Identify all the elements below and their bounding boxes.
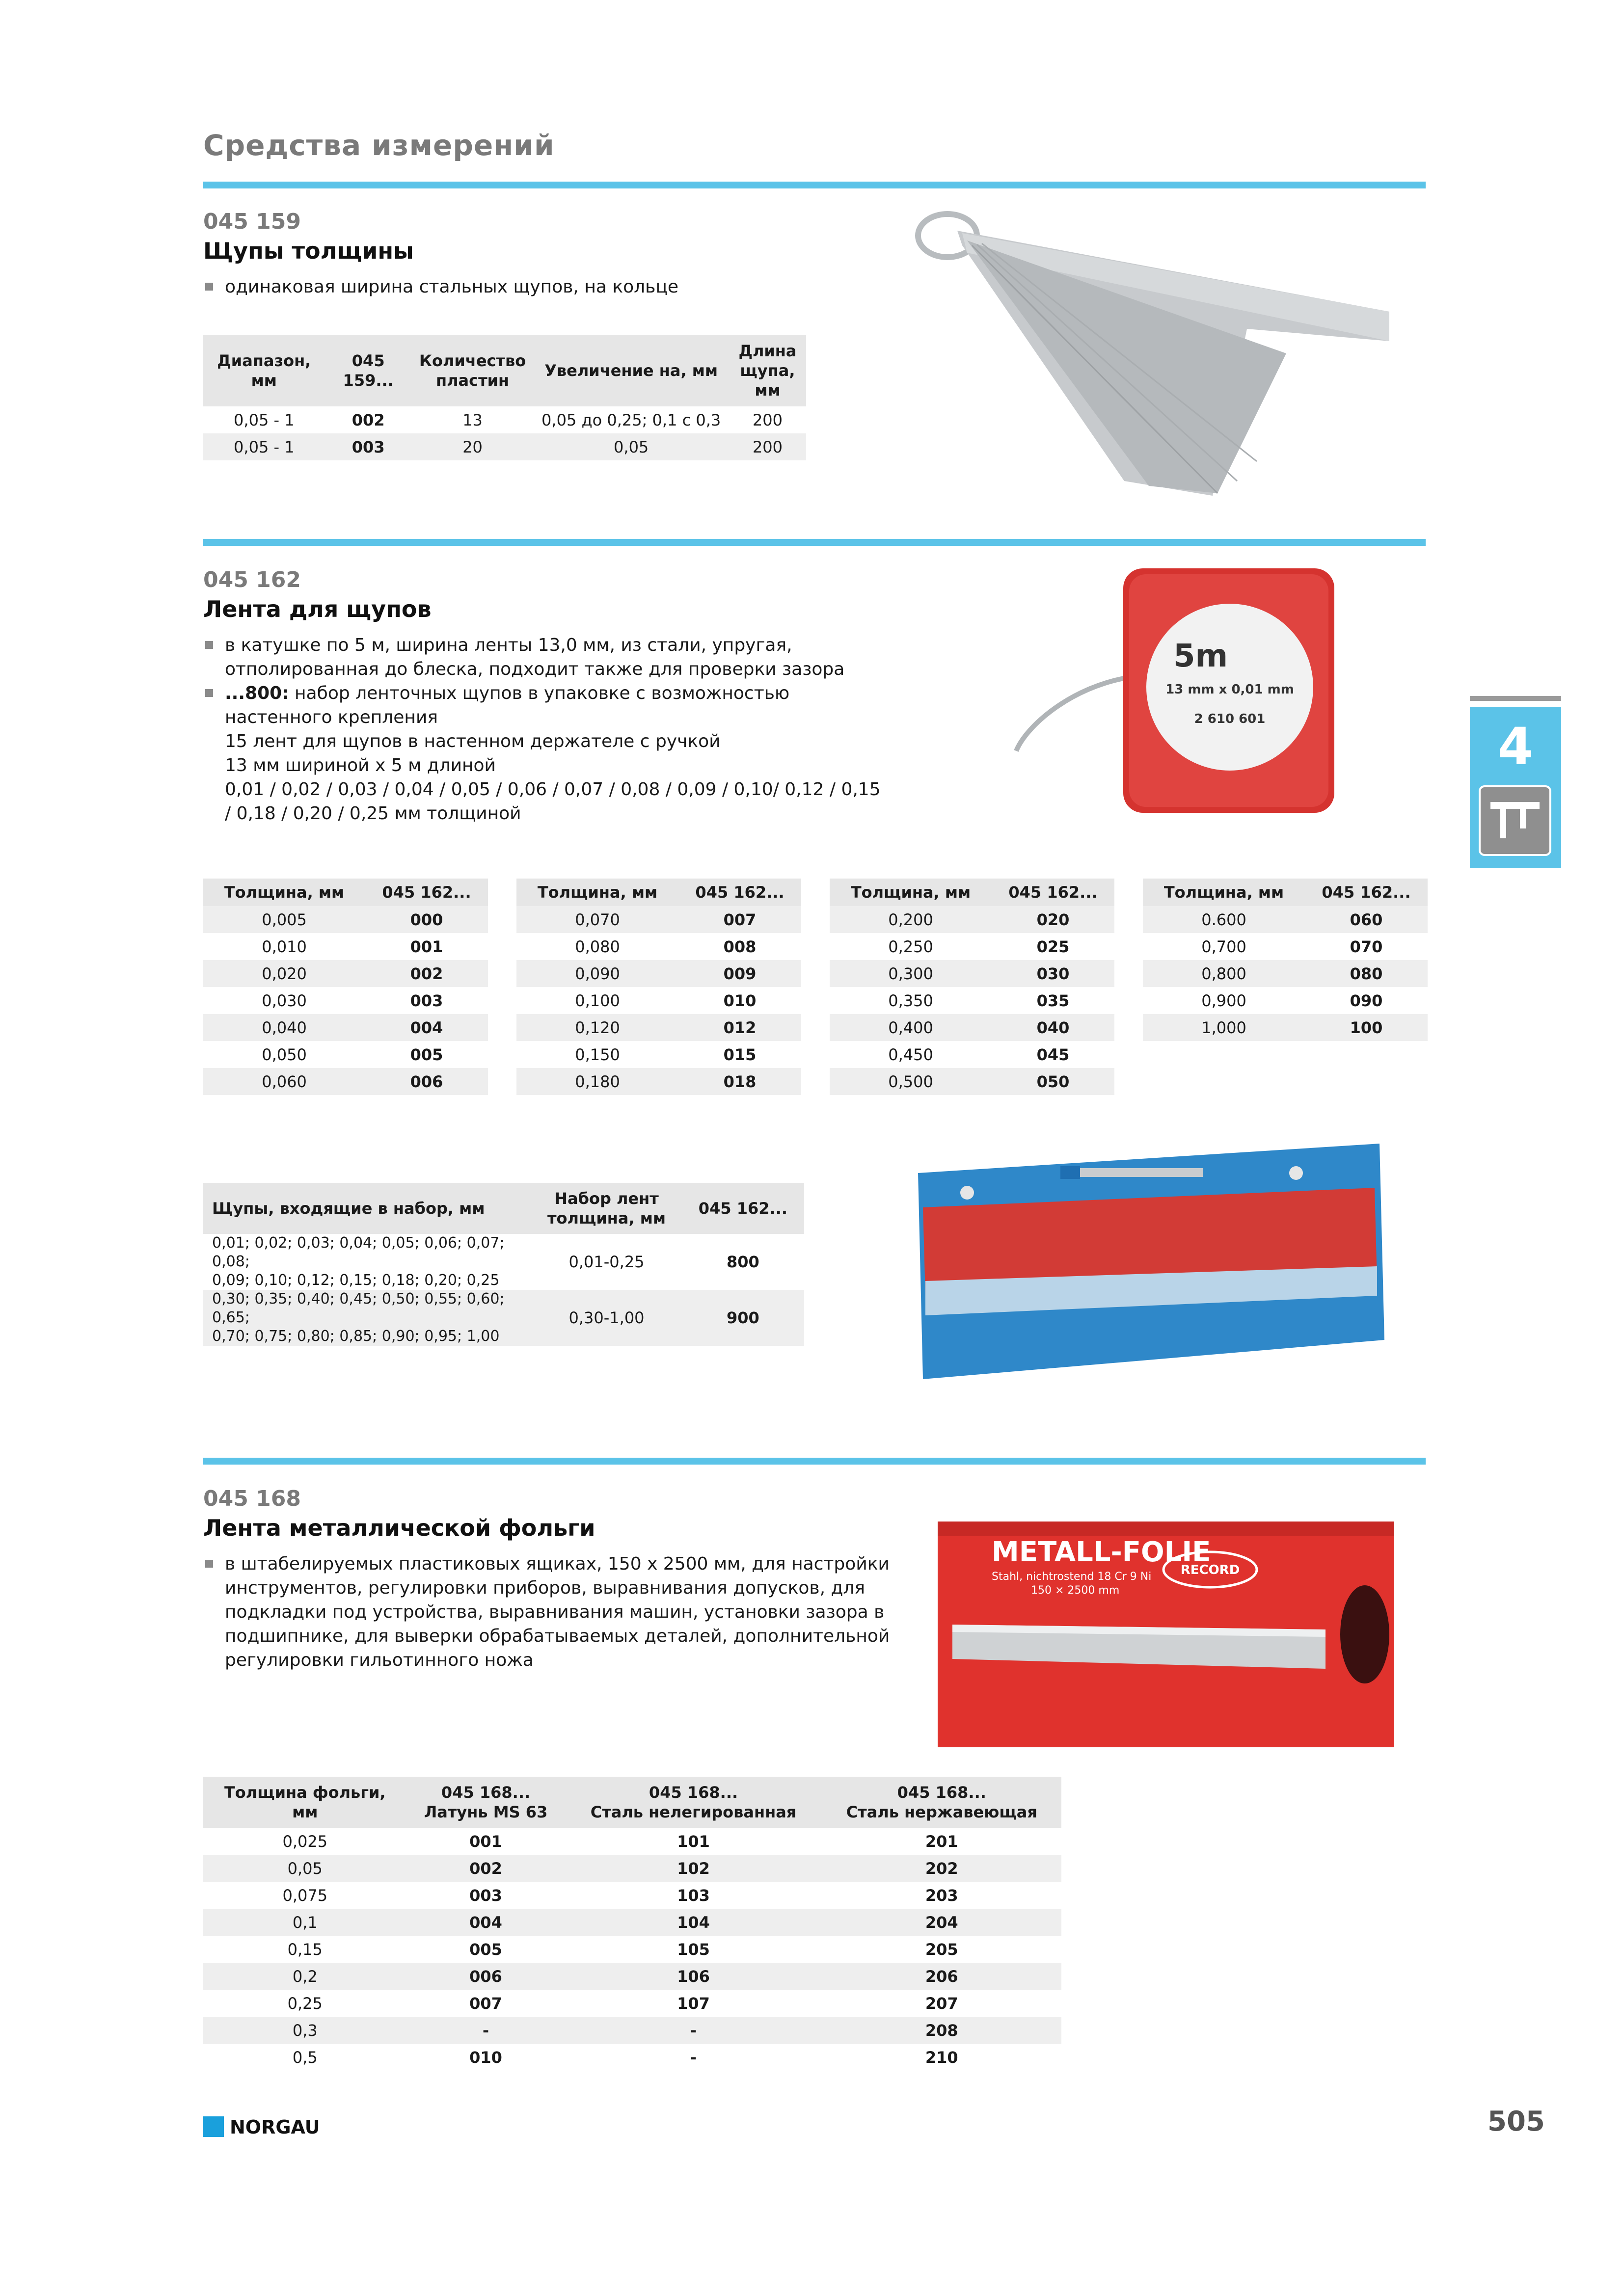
table-cell: 025 [1036, 937, 1070, 956]
table-cell: 004 [365, 1014, 488, 1041]
table-cell: 005 [469, 1940, 502, 1959]
table-cell: 002 [365, 960, 488, 987]
header-line: Сталь нержавеющая [846, 1803, 1037, 1821]
feeler-gauge-table [203, 335, 806, 460]
cell-line: 0,09; 0,10; 0,12; 0,15; 0,18; 0,20; 0,25 [212, 1272, 500, 1289]
table-header: Длина щупа, мм [729, 335, 806, 406]
product-code: 045 162 [203, 567, 301, 592]
table-cell: - [690, 2048, 697, 2067]
cell-line: 0,30; 0,35; 0,40; 0,45; 0,50; 0,55; 0,60; 0,65; [212, 1290, 505, 1326]
table-cell: 006 [365, 1068, 488, 1095]
table-cell: 0,010 [262, 937, 307, 956]
table-row [203, 1041, 488, 1068]
table-cell: 010 [469, 2048, 502, 2067]
product-name: Лента для щупов [203, 596, 432, 622]
table-cell: 080 [1305, 960, 1428, 987]
table-cell: 201 [925, 1832, 958, 1851]
table-cell: 0,060 [203, 1068, 365, 1095]
table-cell: 202 [822, 1855, 1061, 1882]
table-cell: 0,050 [262, 1045, 307, 1064]
table-cell: 0,3 [203, 2017, 407, 2044]
table-cell: - [407, 2017, 565, 2044]
bullet-continuation: 13 мм шириной х 5 м длиной [225, 755, 496, 775]
table-cell: 002 [407, 1855, 565, 1882]
product-code: 045 168 [203, 1486, 301, 1511]
table-cell: 208 [822, 2017, 1061, 2044]
bullet-continuation: подшипнике, для выверки обрабатываемых деталей, дополнительной [225, 1626, 890, 1646]
table-row [830, 960, 1114, 987]
table-row [1143, 987, 1428, 1014]
table-cell: 0,05 - 1 [203, 433, 325, 460]
table-cell: 200 [729, 433, 806, 460]
table-cell: 0,300 [830, 960, 992, 987]
table-cell: 0,25 [287, 1994, 323, 2013]
table-row [1143, 906, 1428, 933]
bullet-continuation: / 0,18 / 0,20 / 0,25 мм толщиной [225, 803, 521, 824]
cell-line: 0,01; 0,02; 0,03; 0,04; 0,05; 0,06; 0,07; 0,08; [212, 1234, 505, 1270]
product-bullets [203, 633, 891, 826]
table-row [203, 906, 488, 933]
tape-reel-image [997, 564, 1340, 820]
table-cell: 102 [565, 1855, 822, 1882]
table-cell: - [565, 2017, 822, 2044]
table-row [830, 933, 1114, 960]
table-row [203, 2017, 1061, 2044]
table-cell: 0,150 [575, 1045, 620, 1064]
table-cell: 030 [992, 960, 1114, 987]
table-cell: 040 [992, 1014, 1114, 1041]
table-cell: 0,080 [575, 937, 620, 956]
table-row [516, 1068, 801, 1095]
table-cell: 007 [678, 906, 801, 933]
table-cell: 207 [925, 1994, 958, 2013]
table-cell: 004 [407, 1909, 565, 1936]
table-cell: 900 [682, 1290, 804, 1346]
thickness-table [516, 879, 801, 1095]
bullet-continuation: 0,01 / 0,02 / 0,03 / 0,04 / 0,05 / 0,06 / 0,07 / 0,08 / 0,09 / 0,10/ 0,12 / 0,15 [225, 779, 881, 800]
table-cell: 0,30-1,00 [531, 1290, 682, 1346]
caliper-icon [1479, 785, 1551, 856]
table-row [203, 1963, 1061, 1990]
table-cell [203, 1290, 531, 1346]
table-header [565, 1777, 822, 1828]
tape-label-code: 2 610 601 [1194, 712, 1266, 726]
feeler-gauge-image [893, 206, 1414, 510]
table-row [516, 1014, 801, 1041]
table-cell: 007 [469, 1994, 502, 2013]
table-row [203, 987, 488, 1014]
table-row [830, 906, 1114, 933]
table-cell: 101 [677, 1832, 710, 1851]
section-rule [203, 539, 1426, 546]
table-cell: 103 [677, 1886, 710, 1905]
table-cell: 006 [407, 1963, 565, 1990]
table-cell: 001 [469, 1832, 502, 1851]
thickness-table [203, 879, 488, 1095]
bullet-continuation: отполированная до блеска, подходит также для проверки зазора [225, 659, 845, 679]
tape-holder-image [903, 1134, 1394, 1389]
table-cell: 009 [678, 960, 801, 987]
table-row [830, 1041, 1114, 1068]
table-row [830, 987, 1114, 1014]
bullet-continuation: 15 лент для щупов в настенном держателе с ручкой [225, 731, 721, 751]
table-cell: 105 [677, 1940, 710, 1959]
bullet-item: одинаковая ширина стальных щупов, на кольце [203, 275, 841, 299]
table-header: Толщина, мм [203, 879, 365, 906]
chapter-tab-line [1470, 696, 1561, 701]
foil-label-material: Stahl, nichtrostend 18 Cr 9 Ni [992, 1571, 1152, 1583]
table-cell: 090 [1350, 991, 1383, 1010]
thickness-table [1143, 879, 1428, 1041]
table-row [203, 433, 806, 460]
bullet-item [203, 681, 891, 705]
table-row [203, 1014, 488, 1041]
brand-logo-icon [203, 2116, 224, 2137]
table-cell: 0,100 [575, 991, 620, 1010]
table-row [516, 906, 801, 933]
table-row [203, 1290, 804, 1346]
table-cell: 0,450 [888, 1045, 933, 1064]
table-header: Щупы, входящие в набор, мм [203, 1183, 531, 1234]
chapter-number: 4 [1497, 717, 1534, 776]
metal-foil-box-image [933, 1512, 1399, 1752]
bullet-item: в штабелируемых пластиковых ящиках, 150 x 2500 мм, для настройки [203, 1552, 891, 1576]
table-cell: 200 [752, 410, 783, 429]
table-cell: 0,250 [888, 937, 933, 956]
chapter-tab [1470, 707, 1561, 868]
table-row [203, 1882, 1061, 1909]
table-cell: 005 [410, 1045, 443, 1064]
page-number: 505 [1488, 2106, 1545, 2137]
page-title: Средства измерений [203, 129, 555, 162]
table-header: 045 162... [1305, 879, 1428, 906]
table-cell: 203 [925, 1886, 958, 1905]
table-row [203, 1828, 1061, 1855]
table-cell: 0,070 [516, 906, 678, 933]
table-cell [203, 1234, 531, 1290]
header-line: мм [292, 1803, 318, 1821]
table-cell: 0,500 [830, 1068, 992, 1095]
table-header: 045 162... [678, 879, 801, 906]
table-cell: 104 [565, 1909, 822, 1936]
table-cell: 0,180 [516, 1068, 678, 1095]
bullet-text: набор ленточных щупов в упаковке с возможностью [289, 683, 790, 703]
table-cell: 13 [462, 410, 483, 429]
table-cell: 800 [727, 1253, 759, 1271]
header-line: Латунь MS 63 [424, 1803, 548, 1821]
table-header: 045 162... [682, 1183, 804, 1234]
table-cell: 0,350 [888, 991, 933, 1010]
table-header: Диапазон, мм [203, 335, 325, 406]
table-cell: 015 [723, 1045, 757, 1064]
table-row [830, 1014, 1114, 1041]
table-cell: 0,05 [203, 1855, 407, 1882]
table-cell: 0,005 [203, 906, 365, 933]
thickness-table [830, 879, 1114, 1095]
cell-line: 0,70; 0,75; 0,80; 0,85; 0,90; 0,95; 1,00 [212, 1328, 500, 1345]
table-cell: 0,200 [830, 906, 992, 933]
bullet-item: в катушке по 5 м, ширина ленты 13,0 мм, из стали, упругая, [203, 633, 891, 657]
table-cell: 100 [1305, 1014, 1428, 1041]
table-cell: 060 [1305, 906, 1428, 933]
header-line: 045 168... [649, 1783, 738, 1802]
table-cell: 0.600 [1143, 906, 1305, 933]
table-cell: 1,000 [1143, 1014, 1305, 1041]
table-row [203, 1068, 488, 1095]
product-name: Щупы толщины [203, 238, 414, 264]
table-row [1143, 960, 1428, 987]
table-cell: 050 [992, 1068, 1114, 1095]
table-row [516, 1041, 801, 1068]
table-header: 045 162... [365, 879, 488, 906]
table-row [203, 1936, 1061, 1963]
foil-label-brand: RECORD [1180, 1563, 1240, 1577]
table-cell: 0,1 [203, 1909, 407, 1936]
product-code: 045 159 [203, 209, 301, 234]
table-cell: 0,800 [1143, 960, 1305, 987]
table-cell: 0,05 до 0,25; 0,1 с 0,3 [541, 410, 721, 429]
table-cell: 0,400 [830, 1014, 992, 1041]
table-row [203, 1990, 1061, 2017]
table-header: Толщина, мм [830, 879, 992, 906]
table-header [203, 1777, 407, 1828]
table-cell: 0,120 [516, 1014, 678, 1041]
table-row [203, 406, 806, 433]
table-cell: 035 [1036, 991, 1070, 1010]
table-cell: 106 [565, 1963, 822, 1990]
product-bullets [203, 1552, 891, 1672]
table-cell: 206 [822, 1963, 1061, 1990]
bullet-continuation: регулировки гильотинного ножа [225, 1650, 534, 1670]
table-cell: 210 [925, 2048, 958, 2067]
bullet-continuation: инструментов, регулировки приборов, выравнивания допусков, для [225, 1578, 866, 1598]
table-cell: 008 [723, 937, 757, 956]
table-header: Количество пластин [412, 335, 534, 406]
table-cell: 020 [992, 906, 1114, 933]
gauge-set-table [203, 1183, 804, 1346]
table-cell: 0,040 [203, 1014, 365, 1041]
table-row [203, 960, 488, 987]
header-line: 045 168... [897, 1783, 986, 1802]
table-row [203, 1855, 1061, 1882]
table-cell: 0,900 [1201, 991, 1246, 1010]
table-cell: 018 [678, 1068, 801, 1095]
table-row [516, 987, 801, 1014]
table-cell: 204 [822, 1909, 1061, 1936]
table-header: Толщина, мм [516, 879, 678, 906]
table-header: Набор лент толщина, мм [531, 1183, 682, 1234]
table-row [830, 1068, 1114, 1095]
table-row [1143, 933, 1428, 960]
table-cell: 20 [412, 433, 534, 460]
table-cell: 0,090 [516, 960, 678, 987]
table-cell: 0,030 [262, 991, 307, 1010]
table-cell: 070 [1350, 937, 1383, 956]
bullet-continuation: подкладки под устройства, выравнивания машин, установки зазора в [225, 1602, 885, 1622]
table-cell: 0,700 [1201, 937, 1246, 956]
table-cell: 0,075 [282, 1886, 328, 1905]
table-cell: 001 [410, 937, 443, 956]
product-name: Лента металлической фольги [203, 1515, 595, 1541]
table-row [516, 960, 801, 987]
table-row [203, 1234, 804, 1290]
foil-label-title: METALL-FOLIE [992, 1536, 1211, 1568]
table-header: Увеличение на, мм [533, 335, 729, 406]
table-cell: 205 [925, 1940, 958, 1959]
product-bullets [203, 275, 841, 299]
table-cell: 002 [352, 410, 385, 429]
section-rule [203, 1458, 1426, 1465]
table-cell: 0,01-0,25 [568, 1253, 645, 1271]
table-cell: 0,15 [287, 1940, 323, 1959]
table-cell: 0,025 [282, 1832, 328, 1851]
table-cell: 0,020 [203, 960, 365, 987]
table-cell: 0,2 [203, 1963, 407, 1990]
table-cell: 012 [678, 1014, 801, 1041]
table-cell: 0,05 [533, 433, 729, 460]
section-rule [203, 182, 1426, 188]
table-header [822, 1777, 1061, 1828]
table-cell: 003 [469, 1886, 502, 1905]
table-row [516, 933, 801, 960]
table-cell: 107 [677, 1994, 710, 2013]
table-cell: 003 [410, 991, 443, 1010]
header-line: 045 168... [441, 1783, 531, 1802]
table-row [1143, 1014, 1428, 1041]
table-header: Толщина, мм [1143, 879, 1305, 906]
brand-name: NORGAU [230, 2116, 320, 2138]
table-cell: 000 [365, 906, 488, 933]
bullet-bold-code: ...800: [225, 683, 289, 703]
tape-label-size: 13 mm x 0,01 mm [1165, 682, 1294, 697]
table-cell: 045 [1036, 1045, 1070, 1064]
table-row [203, 1909, 1061, 1936]
table-cell: 0,5 [292, 2048, 318, 2067]
table-header: 045 159... [325, 335, 412, 406]
foil-thickness-table [203, 1777, 1061, 2071]
table-header [407, 1777, 565, 1828]
foil-label-size: 150 × 2500 mm [1031, 1584, 1120, 1597]
table-cell: 010 [723, 991, 757, 1010]
table-cell: 0,05 - 1 [234, 410, 295, 429]
header-line: Сталь нелегированная [590, 1803, 797, 1821]
table-cell: 003 [325, 433, 412, 460]
tape-label-length: 5m [1173, 638, 1228, 674]
header-line: Толщина фольги, [224, 1783, 386, 1802]
bullet-continuation: настенного крепления [225, 707, 438, 727]
table-row [203, 933, 488, 960]
table-row [203, 2044, 1061, 2071]
table-header: 045 162... [992, 879, 1114, 906]
